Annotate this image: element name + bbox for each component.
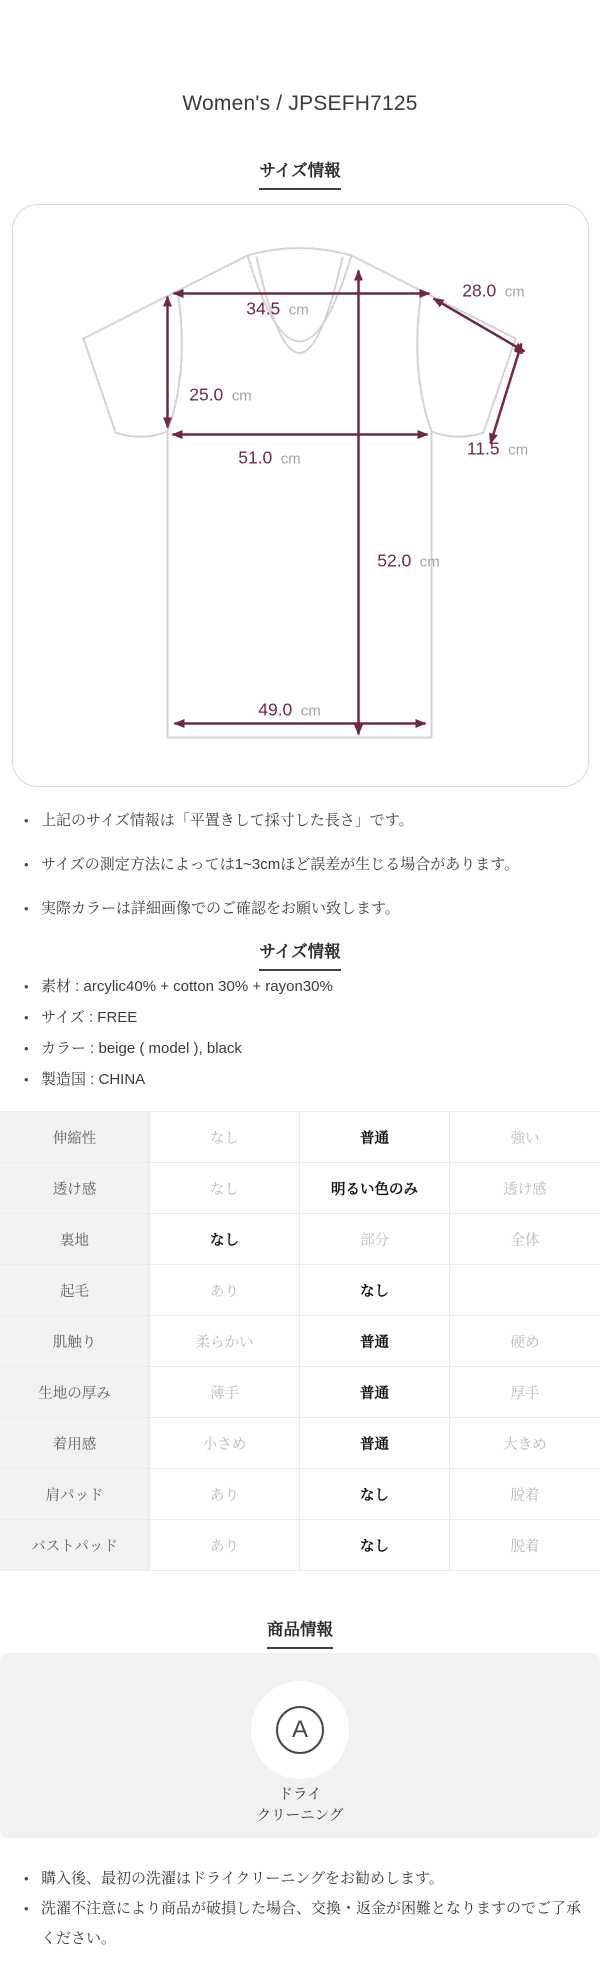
spec-option-cell: 部分 xyxy=(300,1214,450,1265)
spec-option-cell-selected: なし xyxy=(150,1214,300,1265)
care-label-line1: ドライ xyxy=(278,1787,322,1803)
size-info-item-color: • カラー : beige ( model ), black xyxy=(0,1037,600,1061)
measurement-label-cuff: 11.5 cm xyxy=(466,438,528,459)
page-title: Women's / JPSEFH7125 xyxy=(182,92,418,115)
spec-label-cell: バストパッド xyxy=(0,1520,150,1571)
measurement-label-chest: 51.0 cm xyxy=(237,447,301,468)
tshirt-outline xyxy=(83,248,515,738)
spec-label-cell: 透け感 xyxy=(0,1163,150,1214)
spec-label-cell: 肌触り xyxy=(0,1316,150,1367)
spec-label-cell: 生地の厚み xyxy=(0,1367,150,1418)
spec-row-fit xyxy=(0,1418,600,1469)
spec-option-cell-selected: 普通 xyxy=(300,1418,450,1469)
spec-option-cell-selected: なし xyxy=(300,1265,450,1316)
section-heading-product-info xyxy=(0,1619,600,1649)
measurement-label-hem: 49.0 cm xyxy=(257,699,321,720)
measurement-label-shoulder: 34.5 cm xyxy=(245,298,309,319)
spec-option-cell: 大きめ xyxy=(450,1418,600,1469)
note-item: • サイズの測定方法によっては1~3cmほど誤差が生じる場合があります。 xyxy=(0,853,600,877)
note-item: • 実際カラーは詳細画像でのご確認をお願い致します。 xyxy=(0,897,600,921)
spec-row-bust-pad xyxy=(0,1520,600,1571)
spec-option-cell: 強い xyxy=(450,1112,600,1163)
spec-option-cell: あり xyxy=(150,1520,300,1571)
note-item: • 上記のサイズ情報は「平置きして採寸した長さ」です。 xyxy=(0,809,600,833)
measurement-label-sleeve: 28.0 cm xyxy=(461,280,525,301)
product-info-notes xyxy=(0,1864,600,1954)
spec-option-cell-selected: 普通 xyxy=(300,1316,450,1367)
spec-label-cell: 伸縮性 xyxy=(0,1112,150,1163)
dry-cleaning-icon xyxy=(276,1706,324,1754)
note-item: • 購入後、最初の洗濯はドライクリーニングをお勧めします。 xyxy=(0,1864,600,1894)
spec-table xyxy=(0,1111,600,1571)
care-symbol-circle xyxy=(251,1681,349,1779)
care-label-line2: クリーニング xyxy=(256,1808,344,1824)
spec-option-cell: あり xyxy=(150,1469,300,1520)
spec-option-cell: 脱着 xyxy=(450,1520,600,1571)
care-label xyxy=(0,1785,600,1827)
spec-label-cell: 肩パッド xyxy=(0,1469,150,1520)
spec-option-cell: 透け感 xyxy=(450,1163,600,1214)
spec-option-cell: 硬め xyxy=(450,1316,600,1367)
spec-label-cell: 着用感 xyxy=(0,1418,150,1469)
size-info-item-size: • サイズ : FREE xyxy=(0,1006,600,1030)
section-heading-text: サイズ情報 xyxy=(259,160,340,190)
spec-row-shoulder-pad xyxy=(0,1469,600,1520)
tshirt-measurement-diagram xyxy=(13,205,588,786)
size-diagram-card xyxy=(12,204,589,787)
size-info-item-country: • 製造国 : CHINA xyxy=(0,1068,600,1092)
care-panel xyxy=(0,1653,600,1838)
spec-row-thickness xyxy=(0,1367,600,1418)
spec-option-cell: なし xyxy=(150,1112,300,1163)
spec-option-cell-selected: 普通 xyxy=(300,1112,450,1163)
section-heading-size-info xyxy=(0,941,600,971)
spec-row-texture xyxy=(0,1316,600,1367)
arrow-sleeve-length xyxy=(433,299,524,352)
spec-option-cell-selected: 明るい色のみ xyxy=(300,1163,450,1214)
spec-option-cell: あり xyxy=(150,1265,300,1316)
spec-option-cell: なし xyxy=(150,1163,300,1214)
section-heading-text: 商品情報 xyxy=(267,1619,333,1649)
spec-option-cell: 柔らかい xyxy=(150,1316,300,1367)
spec-option-cell: 厚手 xyxy=(450,1367,600,1418)
spec-option-cell-selected: なし xyxy=(300,1520,450,1571)
note-item: • 洗濯不注意により商品が破損した場合、交換・返金が困難となりますのでご了承ください。 xyxy=(0,1894,600,1954)
spec-label-cell: 裏地 xyxy=(0,1214,150,1265)
spec-row-sheerness xyxy=(0,1163,600,1214)
spec-label-cell: 起毛 xyxy=(0,1265,150,1316)
spec-option-cell: 全体 xyxy=(450,1214,600,1265)
spec-option-cell: 小さめ xyxy=(150,1418,300,1469)
spec-option-cell xyxy=(450,1265,600,1316)
section-heading-text: サイズ情報 xyxy=(259,941,340,971)
spec-row-brushed xyxy=(0,1265,600,1316)
measurement-arrows xyxy=(167,271,524,735)
measurement-label-armhole: 25.0 cm xyxy=(188,384,252,405)
size-diagram-notes xyxy=(0,809,600,921)
care-symbol-letter: A xyxy=(291,1716,308,1743)
size-info-list xyxy=(0,975,600,1092)
measurement-label-length: 52.0 cm xyxy=(376,550,440,571)
arrow-cuff-width xyxy=(490,344,521,444)
spec-option-cell: 薄手 xyxy=(150,1367,300,1418)
spec-option-cell: 脱着 xyxy=(450,1469,600,1520)
spec-option-cell-selected: 普通 xyxy=(300,1367,450,1418)
size-info-item-material: • 素材 : arcylic40% + cotton 30% + rayon30% xyxy=(0,975,600,999)
spec-row-stretch xyxy=(0,1112,600,1163)
spec-row-lining xyxy=(0,1214,600,1265)
spec-option-cell-selected: なし xyxy=(300,1469,450,1520)
section-heading-size-diagram xyxy=(0,160,600,190)
